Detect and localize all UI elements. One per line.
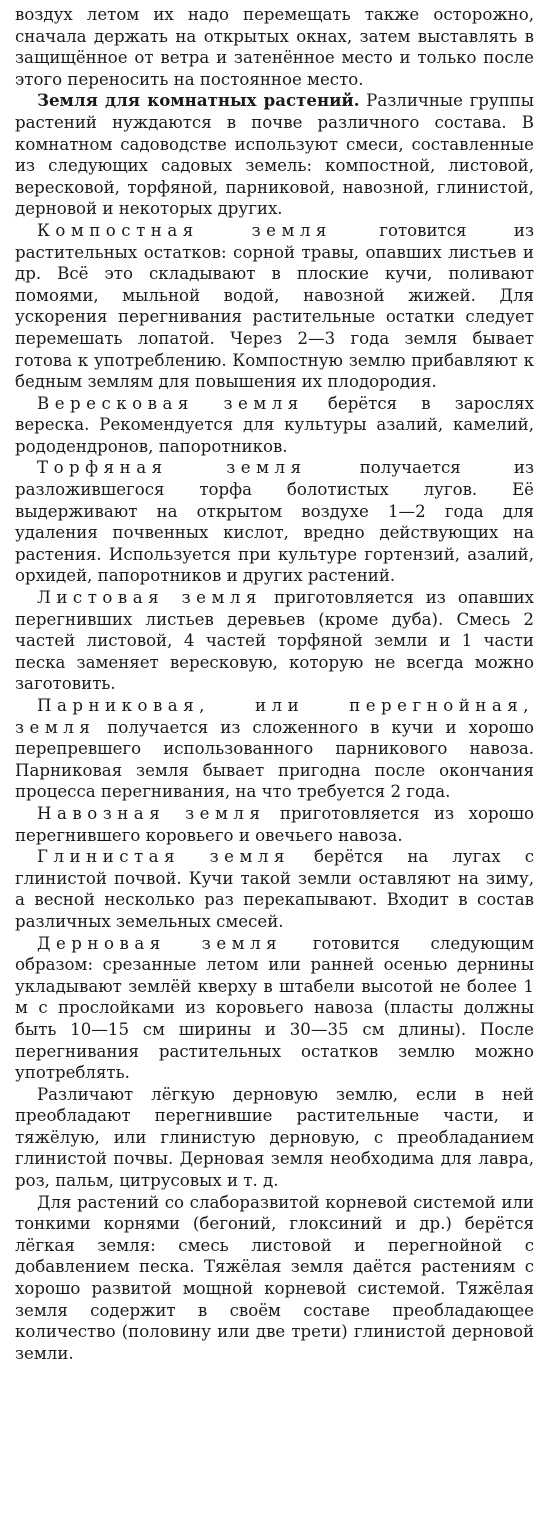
paragraph (15, 90, 534, 220)
term-heading: Листовая земля (37, 588, 262, 608)
document-body (15, 4, 534, 1364)
paragraph-text: получается из сложенного в кучи и хорошо перепревшего использованного парникового навоза. Парниковая земля бывает пригодна после окончания процесса перегнивания, на что требуется 2 года. (15, 717, 534, 802)
paragraph (15, 695, 534, 803)
term-heading: Дерновая земля (37, 933, 283, 953)
term-heading: Торфяная земля (37, 458, 307, 478)
paragraph (15, 220, 534, 393)
term-heading: Парниковая, или перегнойная, земля (15, 696, 534, 737)
paragraph-text: готовится следующим образом: срезанные летом или ранней осенью дернины укладывают землёй кверху в штабели высотой не более 1 м с прослойками из коровьего навоза (пласты должны быть 10—15 см ширины и 30—35 см длины). После перегнивания растительных остатков землю можно употреблять. (15, 933, 534, 1083)
section-heading: Земля для комнатных растений. (37, 90, 360, 111)
paragraph-text: Различные группы растений нуждаются в почве различного состава. В комнатном садоводстве используют смеси, составленные из следующих садовых земель: компостной, листовой, вересковой, торфяной, парниковой, навозной, глинистой, дерновой и некоторых других. (15, 91, 534, 219)
paragraph-text: берётся на лугах с глинистой почвой. Кучи такой земли оставляют на зиму, а весной несколько раз перекапывают. Входит в состав различных земельных смесей. (15, 847, 535, 931)
paragraph (15, 803, 534, 846)
paragraph-text: приготовляется из опавших перегнивших листьев деревьев (кроме дуба). Смесь 2 частей листовой, 4 частей торфяной земли и 1 части песка заменяет вересковую, которую не всегда можно заготовить. (15, 588, 534, 694)
paragraph-text: получается из разложившегося торфа болотистых лугов. Её выдерживают на открытом воздухе 1—2 года для удаления почвенных кислот, вредно действующих на растения. Используется при культуре гортензий, азалий, орхидей, папоротников и других растений. (15, 458, 535, 586)
paragraph (15, 1192, 534, 1365)
paragraph (15, 846, 534, 932)
paragraph-text: готовится из растительных остатков: сорной травы, опавших листьев и др. Всё это складывают в плоские кучи, поливают помоями, мыльной водой, навозной жижей. Для ускорения перегнивания растительные остатки следует перемешать лопатой. Через 2—3 года земля бывает готова к употреблению. Компостную землю прибавляют к бедным землям для повышения их плодородия. (15, 220, 535, 392)
paragraph-text: берётся в зарослях вереска. Рекомендуется для культуры азалий, камелий, рододендронов, папоротников. (15, 393, 534, 456)
paragraph (15, 457, 534, 587)
paragraph-text: Для растений со слаборазвитой корневой системой или тонкими корнями (бегоний, глоксиний и др.) берётся лёгкая земля: смесь листовой и перегнойной с добавлением песка. Тяжёлая земля даётся растениям с хорошо развитой мощной корневой системой. Тяжёлая земля содержит в своём составе преобладающее количество (половину или две трети) глинистой дерновой земли. (15, 1192, 534, 1363)
paragraph (15, 393, 534, 458)
paragraph-text: воздух летом их надо перемещать также осторожно, сначала держать на открытых окнах, затем выставлять в защищённое от ветра и затенённое место и только после этого переносить на постоянное место. (15, 5, 534, 89)
paragraph (15, 587, 534, 695)
term-heading: Глинистая земля (37, 847, 290, 867)
paragraph (15, 4, 534, 90)
paragraph-text: Различают лёгкую дерновую землю, если в ней преобладают перегнившие растительные части, и тяжёлую, или глинистую дерновую, с преобладанием глинистой почвы. Дерновая земля необходима для лавра, роз, пальм, цитрусовых и т. д. (15, 1084, 534, 1191)
paragraph (15, 1084, 534, 1192)
term-heading: Навозная земля (37, 803, 266, 823)
paragraph-text: приготовляется из хорошо перегнившего коровьего и овечьего навоза. (15, 803, 534, 845)
term-heading: Компостная земля (37, 220, 332, 240)
paragraph (15, 933, 534, 1084)
term-heading: Вересковая земля (37, 393, 304, 413)
